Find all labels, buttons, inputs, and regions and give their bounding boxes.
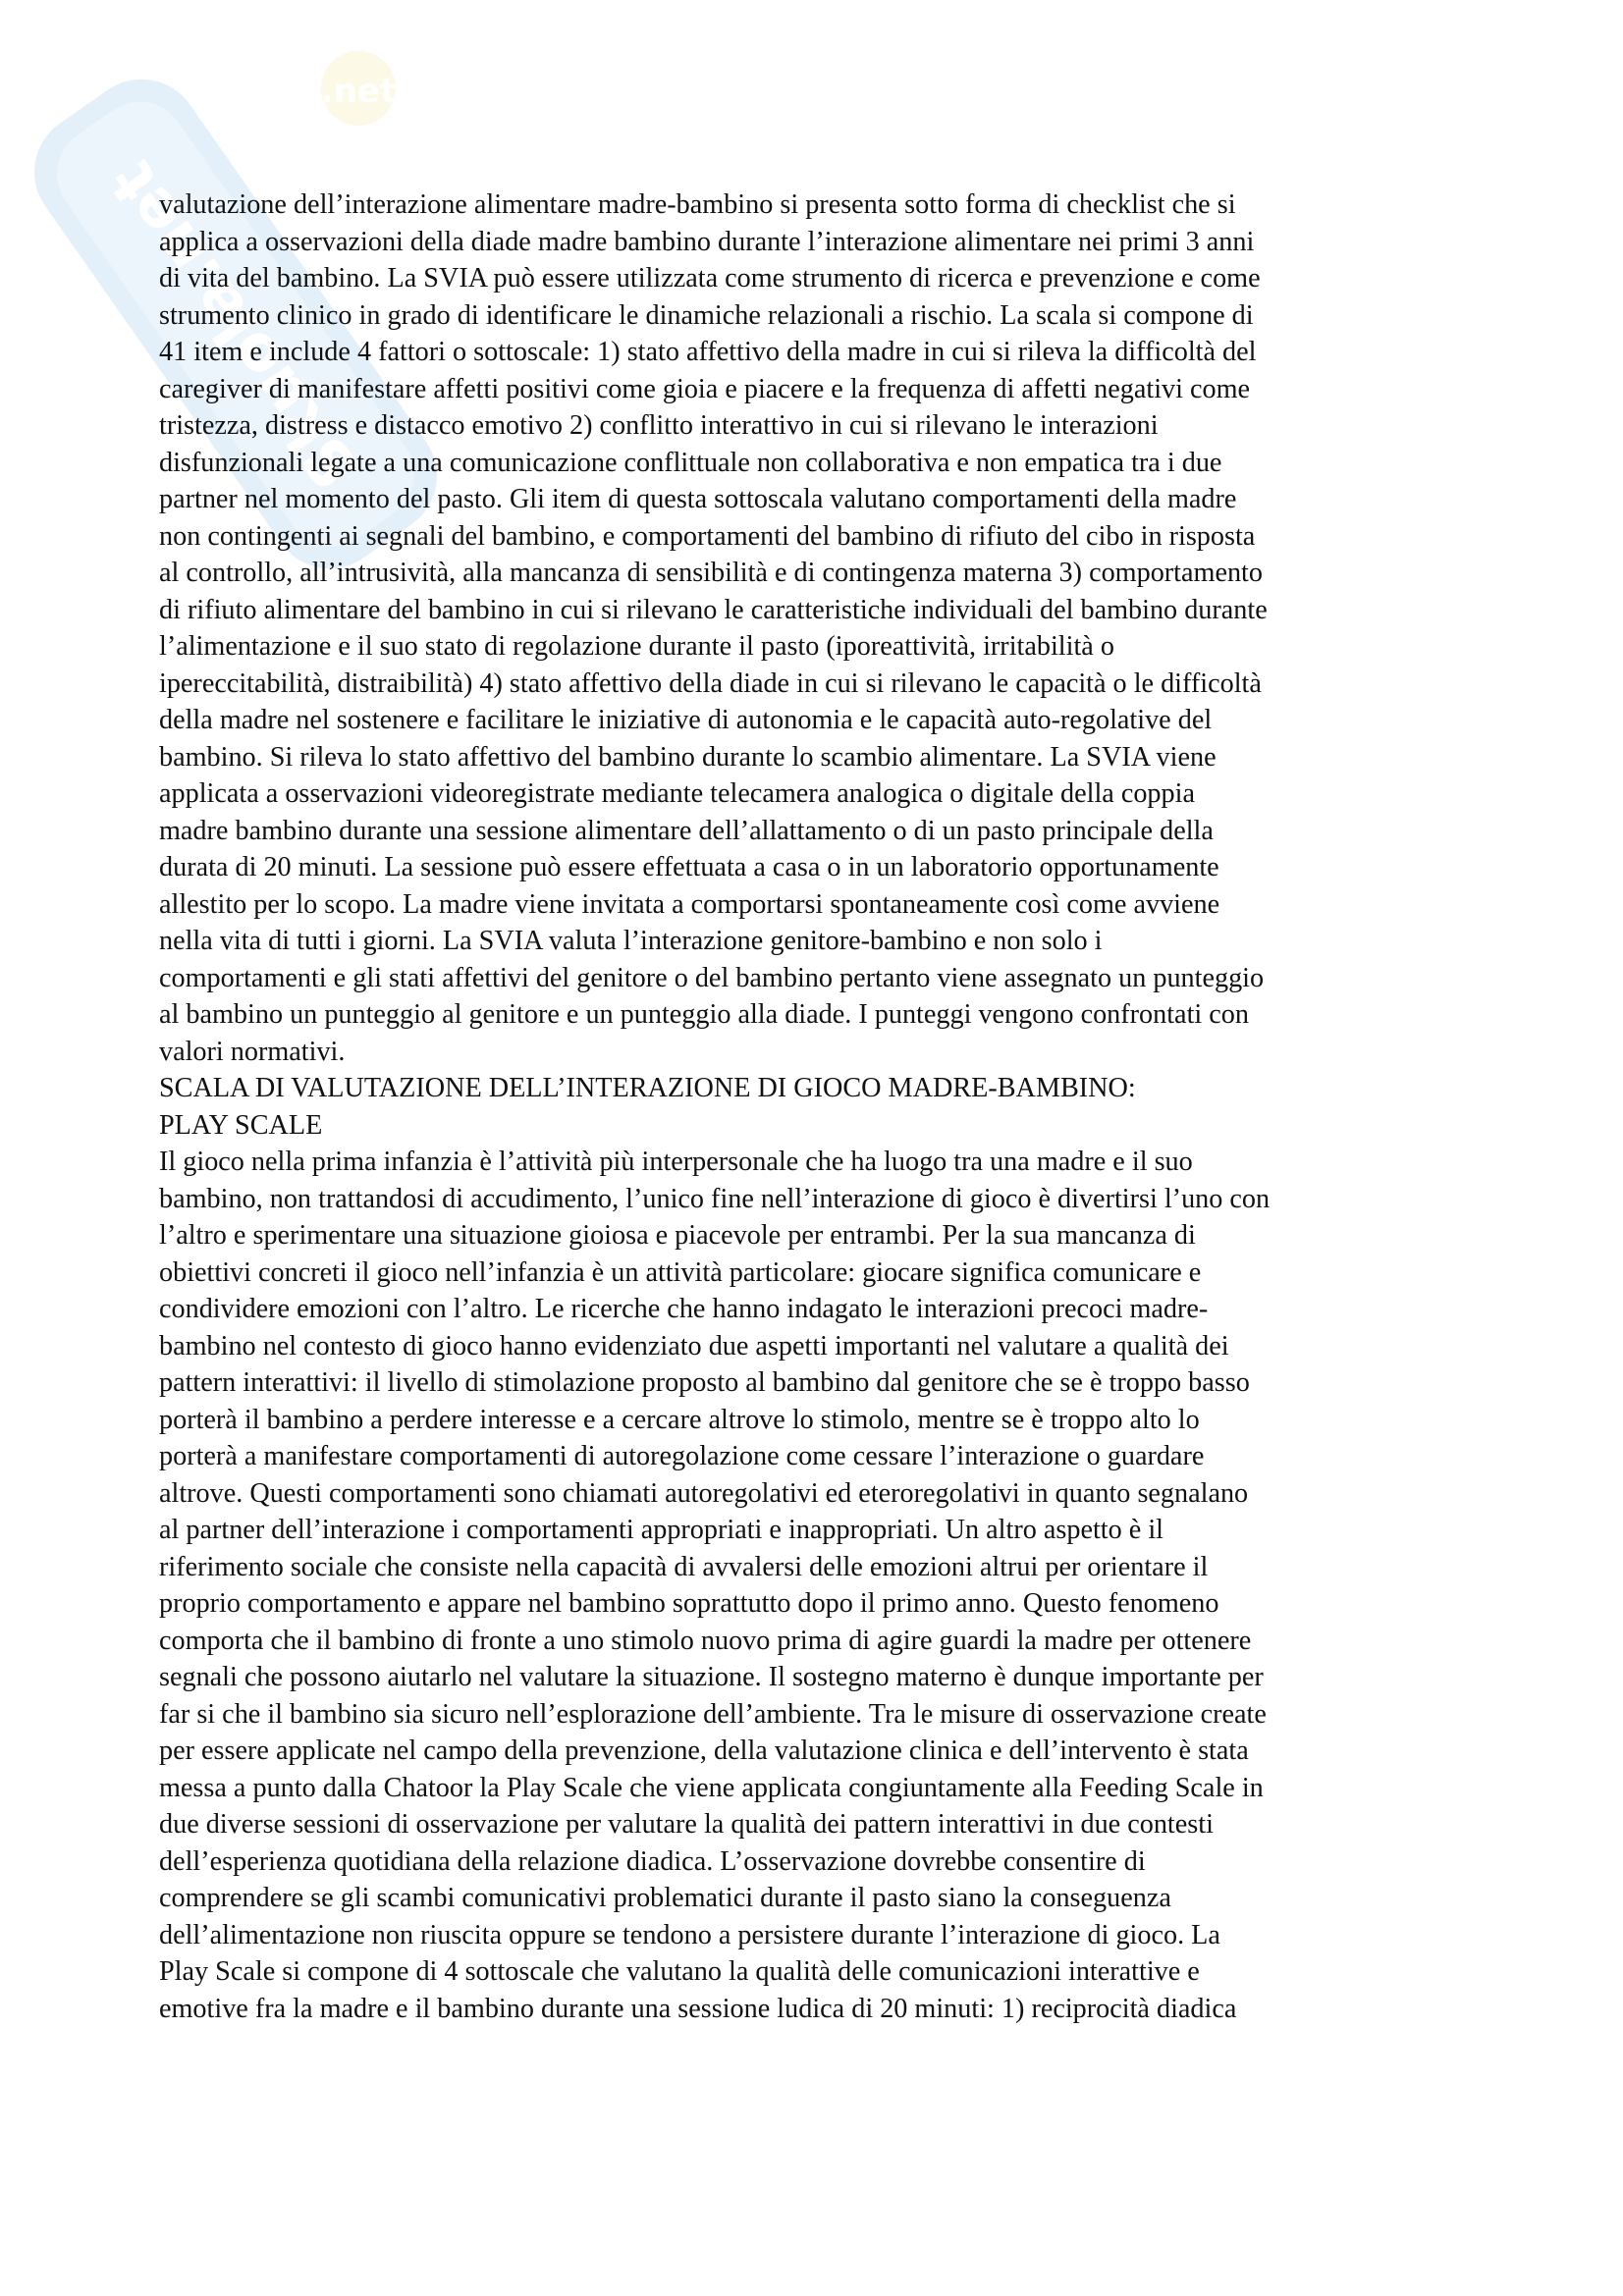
text-line: comporta che il bambino di fronte a uno stimolo nuovo prima di agire guardi la madre per ottenere: [159, 1625, 1252, 1656]
text-line: porterà il bambino a perdere interesse e a cercare altrove lo stimolo, mentre se è troppo alto lo: [159, 1404, 1200, 1435]
text-line: valori normativi.: [159, 1036, 346, 1067]
text-line: 41 item e include 4 fattori o sottoscale: 1) stato affettivo della madre in cui si rileva la difficoltà del: [159, 337, 1257, 367]
text-line: partner nel momento del pasto. Gli item di questa sottoscala valutano comportamenti della madre: [159, 484, 1237, 514]
text-line: caregiver di manifestare affetti positivi come gioia e piacere e la frequenza di affetti negativi come: [159, 373, 1251, 404]
text-line: per essere applicate nel campo della prevenzione, della valutazione clinica e dell’intervento è stata: [159, 1735, 1249, 1766]
text-line: dell’alimentazione non riuscita oppure se tendono a persistere durante l’interazione di gioco. La: [159, 1919, 1220, 1950]
text-line: ipereccitabilità, distraibilità) 4) stato affettivo della diade in cui si rilevano le capacità o le difficoltà: [159, 667, 1262, 699]
text-line: strumento clinico in grado di identificare le dinamiche relazionali a rischio. La scala si compone di: [159, 299, 1254, 331]
text-line: bambino nel contesto di gioco hanno evidenziato due aspetti importanti nel valutare a qualità dei: [159, 1330, 1229, 1362]
text-line: l’alimentazione e il suo stato di regolazione durante il pasto (iporeattività, irritabilità o: [159, 631, 1114, 662]
text-line: emotive fra la madre e il bambino durante una sessione ludica di 20 minuti: 1) reciprocità diadica: [159, 1993, 1237, 2024]
text-line: obiettivi concreti il gioco nell’infanzia è un attività particolare: giocare significa comunicare e: [159, 1256, 1202, 1288]
text-line: comportamenti e gli stati affettivi del genitore o del bambino pertanto viene assegnato un punteggio: [159, 962, 1265, 993]
text-line: segnali che possono aiutarlo nel valutare la situazione. Il sostegno materno è dunque importante per: [159, 1662, 1264, 1692]
text-line: condividere emozioni con l’altro. Le ricerche che hanno indagato le interazioni precoci madre-: [159, 1294, 1209, 1324]
text-line: due diverse sessioni di osservazione per valutare la qualità dei pattern interattivi in due contesti: [159, 1809, 1214, 1840]
text-line: valutazione dell’interazione alimentare madre-bambino si presenta sotto forma di checklist che si: [159, 189, 1236, 220]
body-text: [159, 187, 1485, 2027]
text-line: allestito per lo scopo. La madre viene invitata a comportarsi spontaneamente così come avviene: [159, 888, 1220, 920]
text-line: al controllo, all’intrusività, alla mancanza di sensibilità e di contingenza materna 3) comportamento: [159, 558, 1263, 588]
text-line: al bambino un punteggio al genitore e un punteggio alla diade. I punteggi vengono confrontati con: [159, 999, 1249, 1030]
text-line: applicata a osservazioni videoregistrate mediante telecamera analogica o digitale della coppia: [159, 778, 1195, 809]
text-line: l’altro e sperimentare una situazione gioiosa e piacevole per entrambi. Per la sua mancanza di: [159, 1220, 1196, 1251]
text-line: Il gioco nella prima infanzia è l’attività più interpersonale che ha luogo tra una madre e il suo: [159, 1147, 1193, 1177]
svg-text:Skuola.net: Skuola.net: [95, 147, 374, 502]
text-line: altrove. Questi comportamenti sono chiamati autoregolativi ed eteroregolativi in quanto segnalano: [159, 1477, 1249, 1509]
text-line: di rifiuto alimentare del bambino in cui si rilevano le caratteristiche individuali del bambino durante: [159, 594, 1268, 625]
text-line: nella vita di tutti i giorni. La SVIA valuta l’interazione genitore-bambino e non solo i: [159, 926, 1103, 956]
text-line: comprendere se gli scambi comunicativi problematici durante il pasto siano la conseguenza: [159, 1883, 1171, 1913]
text-line: bambino, non trattandosi di accudimento, l’unico fine nell’interazione di gioco è divertirsi l’uno con: [159, 1183, 1271, 1214]
text-line: Play Scale si compone di 4 sottoscale che valutano la qualità delle comunicazioni interattive e: [159, 1956, 1200, 1987]
text-line: disfunzionali legate a una comunicazione conflittuale non collaborativa e non empatica tra i due: [159, 447, 1222, 478]
text-line: messa a punto dalla Chatoor la Play Scale che viene applicata congiuntamente alla Feeding Scale in: [159, 1772, 1264, 1803]
text-line: non contingenti ai segnali del bambino, e comportamenti del bambino di rifiuto del cibo in risposta: [159, 520, 1256, 552]
text-line: dell’esperienza quotidiana della relazione diadica. L’osservazione dovrebbe consentire di: [159, 1845, 1146, 1877]
text-line: PLAY SCALE: [159, 1109, 323, 1141]
text-line: al partner dell’interazione i comportamenti appropriati e inappropriati. Un altro aspetto è il: [159, 1515, 1163, 1545]
text-line: bambino. Si rileva lo stato affettivo del bambino durante lo scambio alimentare. La SVIA viene: [159, 741, 1217, 773]
text-line: riferimento sociale che consiste nella capacità di avvalersi delle emozioni altrui per orientare il: [159, 1551, 1209, 1582]
text-line: SCALA DI VALUTAZIONE DELL’INTERAZIONE DI GIOCO MADRE-BAMBINO:: [159, 1073, 1136, 1103]
text-line: tristezza, distress e distacco emotivo 2) conflitto interattivo in cui si rilevano le interazioni: [159, 410, 1159, 441]
text-line: far si che il bambino sia sicuro nell’esplorazione dell’ambiente. Tra le misure di osservazione create: [159, 1698, 1267, 1730]
text-line: madre bambino durante una sessione alimentare dell’allattamento o di un pasto principale della: [159, 815, 1214, 846]
text-line: durata di 20 minuti. La sessione può essere effettuata a casa o in un laboratorio opportunamente: [159, 852, 1219, 882]
text-line: di vita del bambino. La SVIA può essere utilizzata come strumento di ricerca e prevenzione e come: [159, 263, 1261, 294]
text-line: applica a osservazioni della diade madre bambino durante l’interazione alimentare nei primi 3 anni: [159, 226, 1255, 257]
text-line: proprio comportamento e appare nel bambino soprattutto dopo il primo anno. Questo fenomeno: [159, 1588, 1219, 1619]
text-line: pattern interattivi: il livello di stimolazione proposto al bambino dal genitore che se è troppo basso: [159, 1367, 1250, 1398]
text-line: porterà a manifestare comportamenti di autoregolazione come cessare l’interazione o guardare: [159, 1441, 1205, 1471]
svg-text:.net: .net: [320, 72, 397, 111]
text-line: della madre nel sostenere e facilitare le iniziative di autonomia e le capacità auto-regolative del: [159, 705, 1213, 735]
